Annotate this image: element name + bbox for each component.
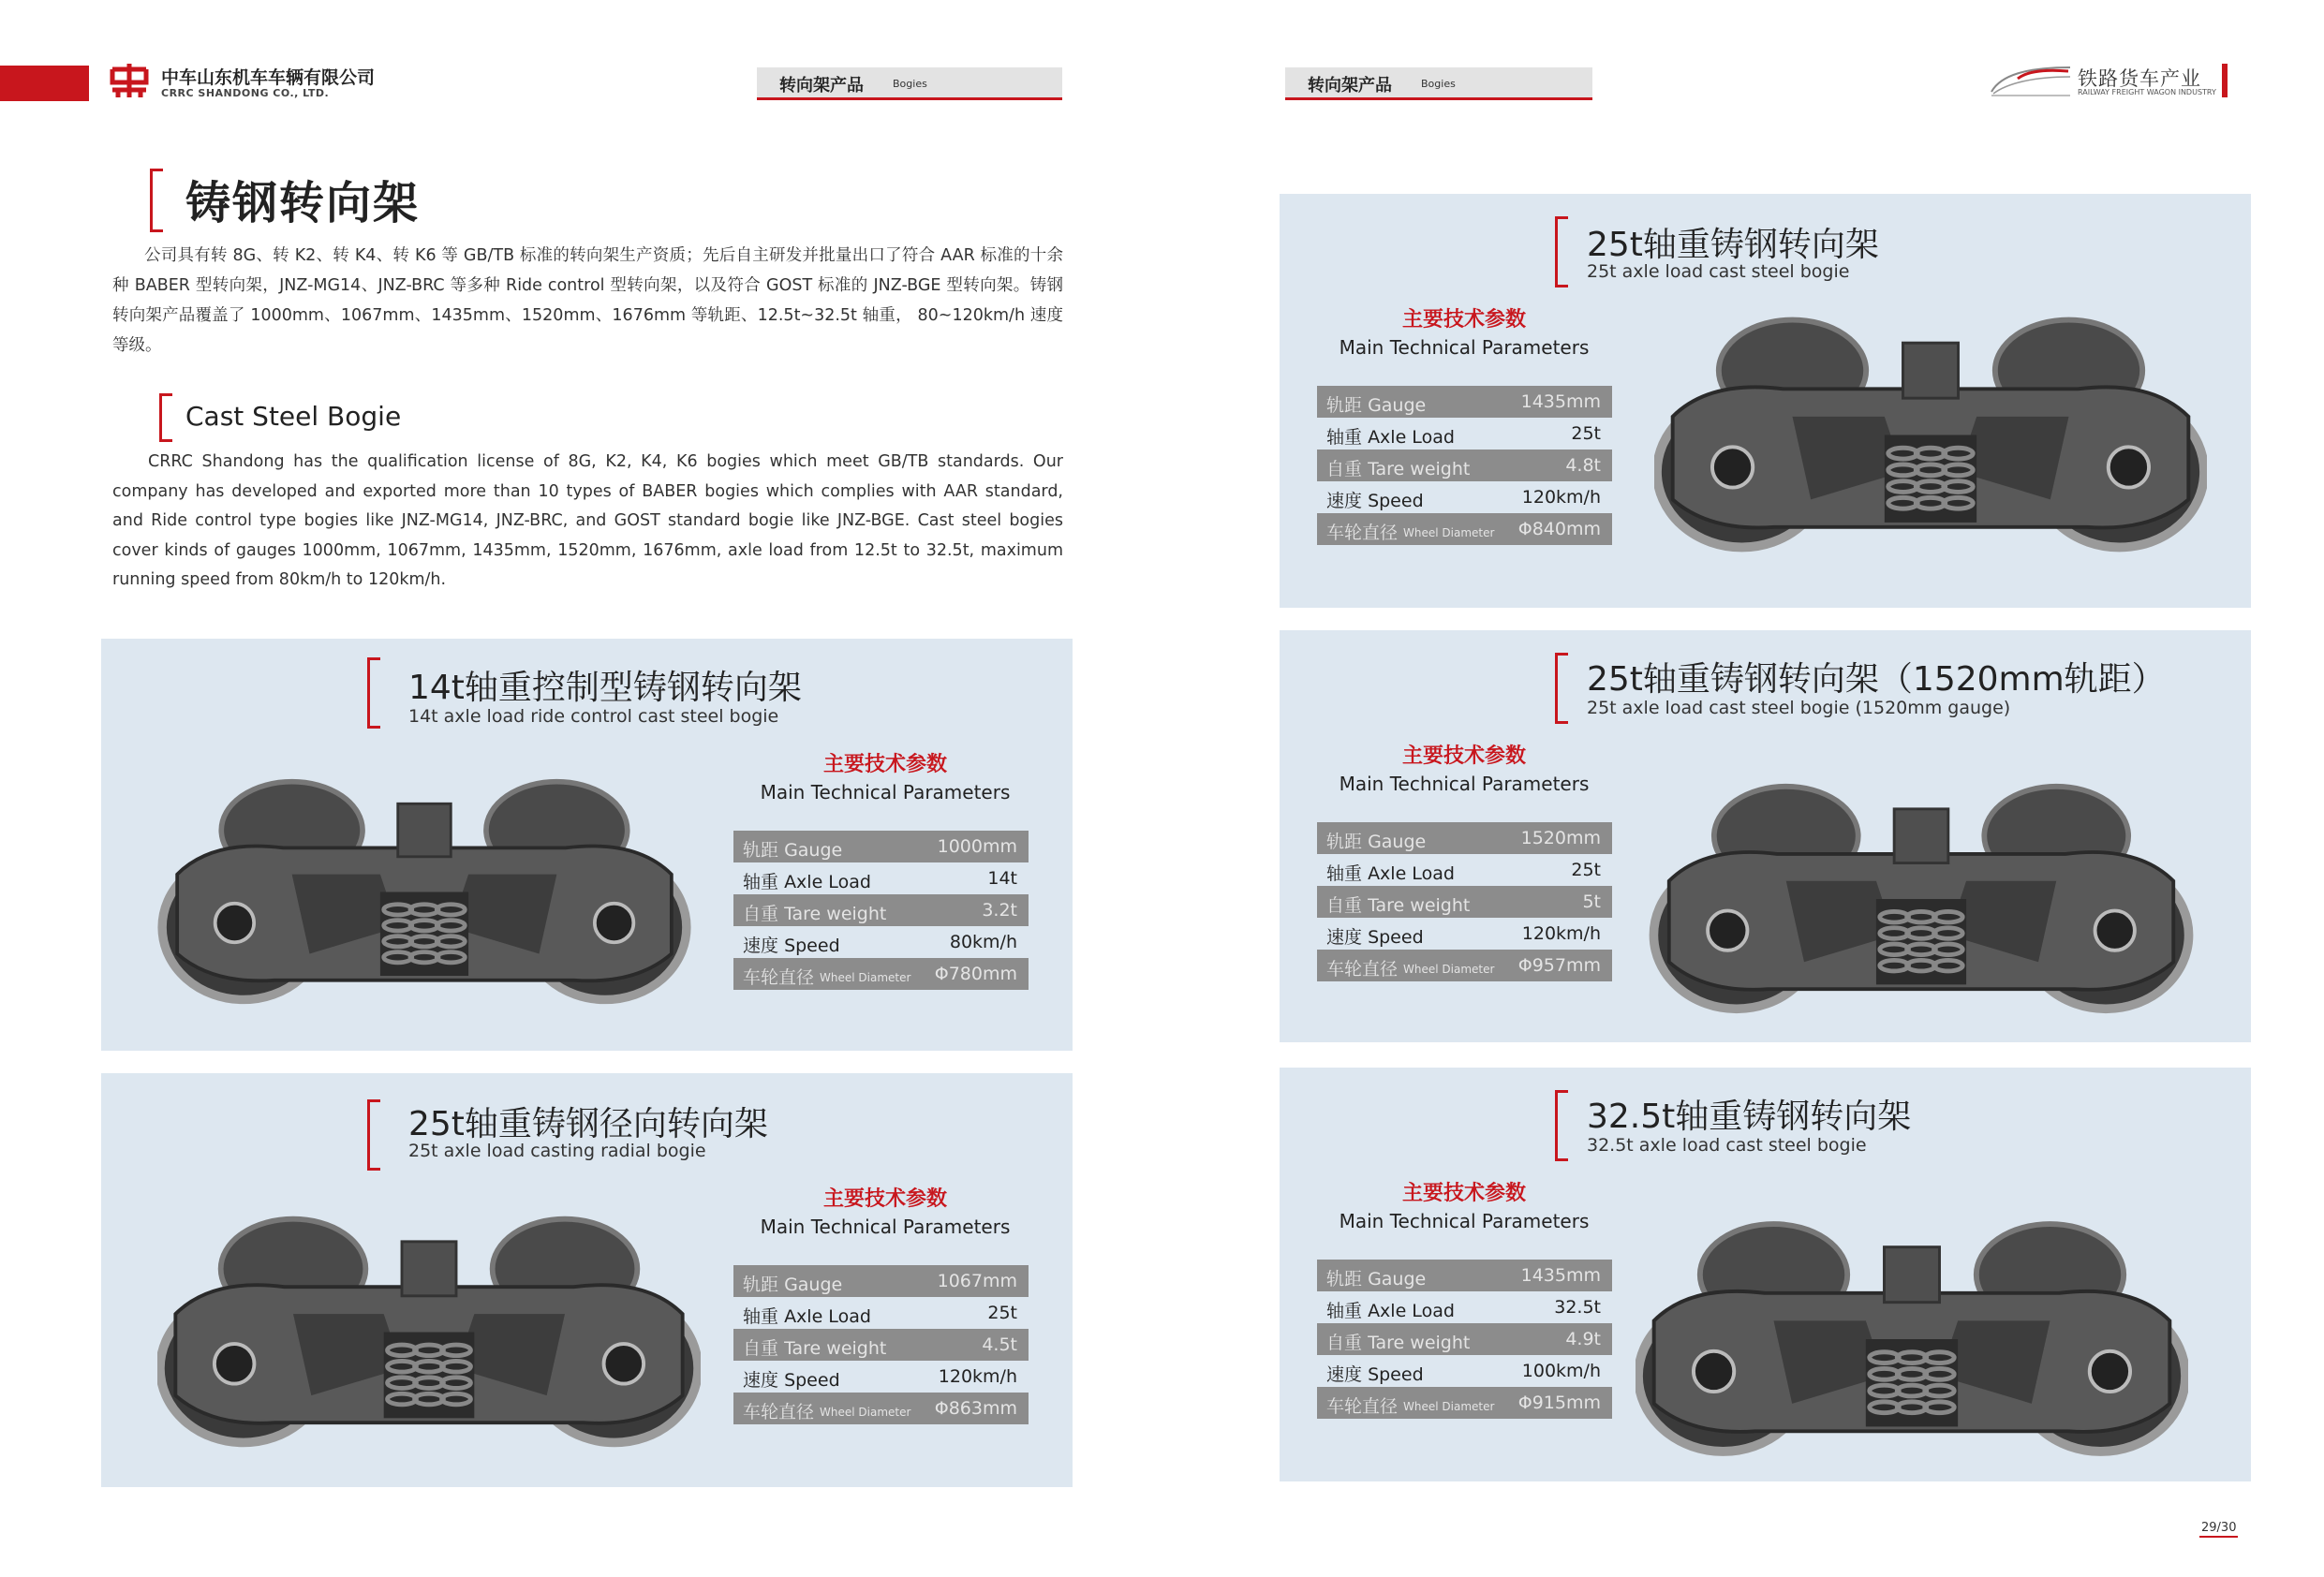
spec-table: [733, 1265, 1029, 1424]
product-card-14t: [101, 639, 1073, 1051]
section-tab-en: Bogies: [1421, 78, 1456, 90]
card-title-en: 25t axle load cast steel bogie: [1587, 261, 1850, 282]
bogie-image: [1636, 1217, 2188, 1461]
spec-row-tare: 自重 Tare weight 5t: [1317, 886, 1612, 918]
spec-row-wheel: 车轮直径 Wheel Diameter Φ840mm: [1317, 513, 1612, 545]
spec-wheel-value: Φ957mm: [1517, 955, 1601, 976]
spec-tare-value: 3.2t: [982, 900, 1017, 921]
spec-row-gauge: 轨距 Gauge 1435mm: [1317, 386, 1612, 418]
spec-tare-value: 4.5t: [982, 1334, 1017, 1355]
params-heading-en: Main Technical Parameters: [760, 1216, 1011, 1238]
bogie-image: [157, 1199, 701, 1466]
spec-speed-value: 120km/h: [1521, 923, 1601, 944]
spec-row-axle: 轴重 Axle Load 32.5t: [1326, 1297, 1601, 1321]
card-title-cn: 25t轴重铸钢径向转向架: [408, 1105, 768, 1143]
card-title-en: 25t axle load casting radial bogie: [408, 1141, 706, 1161]
spec-row-speed: 速度 Speed 120km/h: [743, 1366, 1017, 1391]
spec-gauge-value: 1000mm: [937, 836, 1017, 857]
product-card-25t-radial: [101, 1073, 1073, 1487]
spec-axle-value: 25t: [987, 1303, 1017, 1323]
spec-table: [1317, 386, 1612, 545]
spec-row-axle: 轴重 Axle Load 25t: [743, 1303, 1017, 1327]
spec-row-speed: 速度 Speed 100km/h: [1326, 1361, 1601, 1385]
spec-wheel-value: Φ780mm: [934, 964, 1017, 984]
bogie-image: [148, 777, 701, 1007]
spec-wheel-value: Φ863mm: [934, 1398, 1017, 1419]
card-title-en: 32.5t axle load cast steel bogie: [1587, 1135, 1867, 1156]
spec-axle-value: 25t: [1571, 860, 1601, 880]
product-card-32-5t: [1280, 1068, 2251, 1481]
card-title-cn: 25t轴重铸钢转向架: [1587, 226, 1879, 264]
card-title-bracket: [1555, 216, 1568, 287]
card-title-bracket: [367, 657, 380, 729]
params-heading-cn: 主要技术参数: [1401, 308, 1526, 332]
spec-row-tare: 自重 Tare weight 3.2t: [733, 894, 1029, 926]
spec-tare-value: 4.9t: [1565, 1329, 1601, 1349]
params-heading-en: Main Technical Parameters: [1339, 773, 1590, 795]
page-number: 29/30: [2199, 1521, 2238, 1538]
section-tab-cn: 转向架产品: [779, 76, 864, 96]
card-title-en: 25t axle load cast steel bogie (1520mm gauge): [1587, 698, 2011, 718]
section-tab-left: [757, 67, 1062, 100]
spec-wheel-value: Φ915mm: [1517, 1393, 1601, 1413]
card-title-cn: 25t轴重铸钢转向架（1520mm轨距）: [1587, 660, 2166, 699]
spec-row-wheel: 车轮直径 Wheel Diameter Φ957mm: [1317, 950, 1612, 981]
spec-row-gauge: 轨距 Gauge 1000mm: [733, 831, 1029, 862]
train-logo-icon: [1990, 62, 2072, 97]
spec-wheel-value: Φ840mm: [1517, 519, 1601, 539]
spec-table: [1317, 1260, 1612, 1419]
card-title-bracket: [1555, 653, 1568, 724]
spec-row-wheel: 车轮直径 Wheel Diameter Φ780mm: [733, 958, 1029, 990]
product-card-25t-1520: [1280, 630, 2251, 1042]
spec-row-axle: 轴重 Axle Load 25t: [1326, 423, 1601, 448]
brand-name-en: RAILWAY FREIGHT WAGON INDUSTRY: [2078, 88, 2216, 96]
spec-speed-value: 120km/h: [938, 1366, 1017, 1387]
header-accent-bar: [0, 66, 89, 101]
card-title-bracket: [1555, 1090, 1568, 1161]
card-title-cn: 14t轴重控制型铸钢转向架: [408, 669, 802, 707]
spec-tare-value: 5t: [1582, 892, 1601, 912]
spec-axle-value: 25t: [1571, 423, 1601, 444]
spec-gauge-value: 1435mm: [1520, 1265, 1601, 1286]
card-title-cn: 32.5t轴重铸钢转向架: [1587, 1098, 1912, 1136]
spec-row-tare: 自重 Tare weight 4.5t: [733, 1329, 1029, 1361]
company-name-en: CRRC SHANDONG CO., LTD.: [161, 87, 330, 99]
bogie-image: [1640, 782, 2202, 1016]
spec-row-axle: 轴重 Axle Load 14t: [743, 868, 1017, 892]
section-tab-en: Bogies: [893, 78, 927, 90]
brand-accent-bar: [2222, 64, 2228, 97]
spec-gauge-value: 1520mm: [1520, 828, 1601, 848]
spec-row-speed: 速度 Speed 120km/h: [1326, 923, 1601, 948]
section-tab-cn: 转向架产品: [1308, 76, 1392, 96]
spec-row-speed: 速度 Speed 120km/h: [1326, 487, 1601, 511]
spec-table: [1317, 822, 1612, 981]
spec-speed-value: 80km/h: [949, 932, 1017, 952]
crrc-logo-icon: [109, 62, 150, 99]
spec-gauge-value: 1067mm: [937, 1271, 1017, 1291]
section-tab-right: [1285, 67, 1592, 100]
params-heading-en: Main Technical Parameters: [1339, 1210, 1590, 1232]
spec-row-wheel: 车轮直径 Wheel Diameter Φ915mm: [1317, 1387, 1612, 1419]
page-title: 铸钢转向架: [185, 177, 421, 229]
spec-speed-value: 120km/h: [1521, 487, 1601, 508]
spec-row-tare: 自重 Tare weight 4.9t: [1317, 1323, 1612, 1355]
spec-row-gauge: 轨距 Gauge 1435mm: [1317, 1260, 1612, 1291]
params-heading-en: Main Technical Parameters: [1339, 336, 1590, 359]
params-heading-cn: 主要技术参数: [822, 753, 947, 776]
spec-row-tare: 自重 Tare weight 4.8t: [1317, 450, 1612, 481]
company-name-cn: 中车山东机车车辆有限公司: [161, 67, 376, 88]
spec-row-gauge: 轨距 Gauge 1520mm: [1317, 822, 1612, 854]
params-heading-cn: 主要技术参数: [822, 1187, 947, 1211]
section-subtitle: Cast Steel Bogie: [185, 401, 402, 432]
card-title-en: 14t axle load ride control cast steel bogie: [408, 706, 779, 727]
bogie-image: [1654, 302, 2207, 568]
spec-row-axle: 轴重 Axle Load 25t: [1326, 860, 1601, 884]
spec-speed-value: 100km/h: [1521, 1361, 1601, 1381]
subtitle-bracket: [159, 393, 172, 442]
product-card-25t: [1280, 194, 2251, 608]
title-bracket: [150, 169, 163, 232]
params-heading-cn: 主要技术参数: [1401, 744, 1526, 768]
spec-row-speed: 速度 Speed 80km/h: [743, 932, 1017, 956]
brand-name-cn: 铁路货车产业: [2078, 67, 2201, 90]
spec-row-wheel: 车轮直径 Wheel Diameter Φ863mm: [733, 1393, 1029, 1424]
spec-axle-value: 14t: [987, 868, 1017, 889]
params-heading-cn: 主要技术参数: [1401, 1182, 1526, 1205]
intro-text-en: CRRC Shandong has the qualification license of 8G, K2, K4, K6 bogies which meet GB/TB standards. Our company has developed and exported more than 10 types of BABER bogies which complies with AAR standard, and Ride control type bogies like JNZ-MG14, JNZ-BRC, and GOST standard bogie like JNZ-BGE. Cast steel bogies cover kinds of gauges 1000mm, 1067mm, 1435mm, 1520mm, 1676mm, axle load from 12.5t to 32.5t, maximum running speed from 80km/h to 120km/h.: [112, 452, 1063, 589]
spec-table: [733, 831, 1029, 990]
params-heading-en: Main Technical Parameters: [760, 781, 1011, 803]
spec-tare-value: 4.8t: [1565, 455, 1601, 476]
spec-gauge-value: 1435mm: [1520, 391, 1601, 412]
intro-text-cn: 公司具有转 8G、转 K2、转 K4、转 K6 等 GB/TB 标准的转向架生产资质；先后自主研发并批量出口了符合 AAR 标准的十余种 BABER 型转向架，JNZ-MG14、JNZ-BRC 等多种 Ride control 型转向架，以及符合 GOST 标准的 JNZ-BGE 型转向架。铸钢转向架产品覆盖了 1000mm、1067mm、1435mm、1520mm、1676mm 等轨距、12.5t~32.5t 轴重， 80~120km/h 速度等级。: [112, 246, 1063, 355]
card-title-bracket: [367, 1099, 380, 1171]
spec-row-gauge: 轨距 Gauge 1067mm: [733, 1265, 1029, 1297]
spec-axle-value: 32.5t: [1554, 1297, 1601, 1318]
